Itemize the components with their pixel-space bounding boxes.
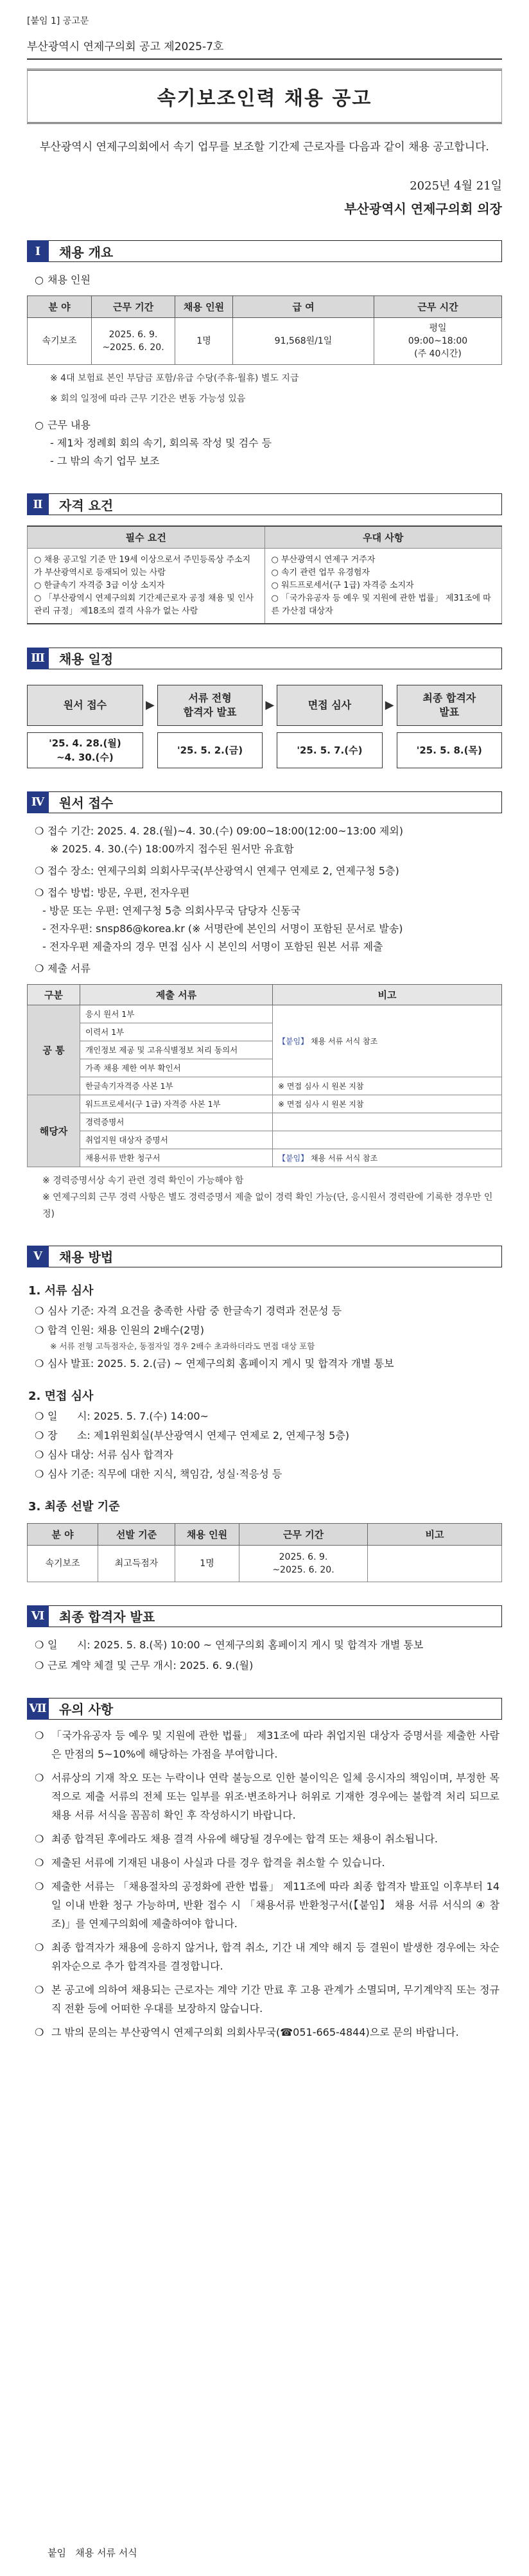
documents-table: [27, 984, 502, 1167]
bullet-icon: ❍: [35, 1357, 44, 1370]
bullet-method: ❍ 접수 방법: 방문, 우편, 전자우편: [27, 884, 502, 902]
notice-number: 부산광역시 연제구의회 공고 제2025-7호: [27, 37, 502, 60]
schedule-step-label: 면접 심사: [277, 685, 382, 726]
bullet-icon: ❍: [35, 2025, 44, 2038]
note: ※ 서류 전형 고득점자순, 동점자일 경우 2배수 초과하더라도 면접 대상 포함: [50, 1341, 315, 1351]
attachment-tag: 【붙임】: [278, 1036, 309, 1046]
bullet-icon: ❍: [35, 1856, 44, 1869]
list-item: ○ 「부산광역시 연제구의회 기간제근로자 공정 채용 및 인사 관리 규정」 제18조의 결격 사유가 없는 사람: [34, 592, 258, 618]
table-row: [28, 1095, 502, 1113]
table-cell: 한글속기자격증 사본 1부: [80, 1077, 273, 1095]
schedule-step-label: 원서 접수: [27, 685, 143, 726]
section-announcement-header: [27, 1605, 502, 1627]
section-number: Ⅲ: [27, 648, 49, 669]
section-title: 자격 요건: [59, 497, 114, 513]
bullet-icon: ❍: [35, 962, 44, 975]
schedule-step-label: 최종 합격자 발표: [397, 685, 502, 726]
notice-date: 2025년 4월 21일: [410, 179, 502, 193]
section-number: Ⅴ: [27, 1246, 49, 1267]
table-header: 비고: [273, 984, 502, 1005]
list-item: ❍ 제출된 서류에 기재된 내용이 사실과 다를 경우 합격을 취소할 수 있습니다.: [35, 1853, 499, 1872]
required-list-cell: [28, 548, 265, 624]
table-cell: 속기보조: [28, 318, 92, 365]
section-number: Ⅶ: [27, 1698, 49, 1720]
section-number: Ⅱ: [27, 493, 49, 515]
final-selection-table: [27, 1523, 502, 1582]
bullet-item: ❍ 심사 기준: 자격 요건을 충족한 사람 중 한글속기 경력과 전문성 등: [27, 1302, 502, 1320]
bullet-item: ❍ 심사 기준: 직무에 대한 지식, 책임감, 성실·적응성 등: [27, 1465, 502, 1483]
schedule-flow: [27, 685, 502, 768]
note: ※ 회의 일정에 따라 근무 기간은 변동 가능성 있음: [50, 394, 246, 404]
table-header: 선발 기준: [98, 1523, 175, 1545]
bullet-icon: ❍: [35, 1638, 44, 1651]
table-cell: 채용서류 반환 청구서: [80, 1149, 273, 1167]
table-cell: 최고득점자: [98, 1545, 175, 1582]
bullet-icon: ❍: [35, 1729, 44, 1742]
table-header: 채용 인원: [175, 1523, 239, 1545]
section-number: Ⅰ: [27, 240, 49, 262]
section-title: 유의 사항: [59, 1702, 114, 1717]
remark-cell: ※ 면접 심사 시 원본 지참: [273, 1095, 502, 1113]
sub-item: - 전자우편: snsp86@korea.kr (※ 서명란에 본인의 서명이 포함된 문서로 발송): [42, 922, 403, 935]
page-title: 속기보조인력 채용 공고: [27, 69, 502, 124]
table-header: 비고: [368, 1523, 502, 1545]
note: ※ 4대 보험료 본인 부담금 포함/유급 수당(주휴·월휴) 별도 지급: [50, 373, 299, 384]
table-row: [28, 548, 502, 624]
circle-bullet-icon: ○: [35, 274, 44, 286]
bullet-icon: ❍: [35, 864, 44, 877]
table-header: 구분: [28, 984, 80, 1005]
bullet-item: ❍ 장 소: 제1위원회실(부산광역시 연제구 연제로 2, 연제구청 5층): [27, 1427, 502, 1445]
table-cell: 개인정보 제공 및 고유식별정보 처리 동의서: [80, 1041, 273, 1059]
bullet-item: ❍ 일 시: 2025. 5. 8.(목) 10:00 ~ 연제구의회 홈페이지 게시 및 합격자 개별 통보: [27, 1636, 502, 1654]
bullet-recruit-count: ○ 채용 인원: [27, 271, 502, 289]
remark-cell: 【붙임】 채용 서류 서식 참조: [273, 1149, 502, 1167]
bullet-icon: ❍: [35, 1467, 44, 1480]
table-cell: 응시 원서 1부: [80, 1005, 273, 1023]
list-item: ❍ 최종 합격자가 채용에 응하지 않거나, 합격 취소, 기간 내 계약 해지 등 결원이 발생한 경우에는 차순위자순으로 추가 합격자를 결정합니다.: [35, 1938, 499, 1975]
bullet-item: ❍ 심사 발표: 2025. 5. 2.(금) ~ 연제구의회 홈페이지 게시 및 합격자 개별 통보: [27, 1355, 502, 1373]
table-row: [28, 318, 502, 365]
intro-text: 부산광역시 연제구의회에서 속기 업무를 보조할 기간제 근로자를 다음과 같이 채용 공고합니다.: [40, 141, 489, 154]
section-schedule-header: [27, 648, 502, 669]
table-header: 제출 서류: [80, 984, 273, 1005]
list-item: ○ 부산광역시 연제구 거주자: [272, 554, 496, 567]
list-item: ❍ 본 공고에 의하여 채용되는 근로자는 계약 기간 만료 후 고용 관계가 소멸되며, 무기계약직 또는 정규직 전환 등에 어떠한 우대를 보장하지 않습니다.: [35, 1981, 499, 2018]
table-cell: 경력증명서: [80, 1113, 273, 1131]
table-row: [28, 1149, 502, 1167]
bullet-item: ❍ 일 시: 2025. 5. 7.(수) 14:00~: [27, 1407, 502, 1425]
bullet-place: ❍ 접수 장소: 연제구의회 의회사무국(부산광역시 연제구 연제로 2, 연제구청 5층): [27, 862, 502, 880]
table-header: 분 야: [28, 1523, 98, 1545]
remark-cell: 【붙임】 채용 서류 서식 참조: [273, 1005, 502, 1077]
sub-item: - 그 밖의 속기 업무 보조: [50, 455, 160, 467]
section-application-header: [27, 791, 502, 813]
table-row: [28, 1545, 502, 1582]
note: ※ 2025. 4. 30.(수) 18:00까지 접수된 원서만 유효함: [50, 842, 294, 855]
sub-item: - 전자우편 제출자의 경우 면접 심사 시 본인의 서명이 포함된 원본 서류 제출: [42, 940, 383, 953]
schedule-step-date: '25. 5. 2.(금): [157, 732, 263, 768]
table-row: [28, 1113, 502, 1131]
table-row: [28, 1077, 502, 1095]
bullet-icon: ❍: [35, 1832, 44, 1845]
list-item: ❍ 그 밖의 문의는 부산광역시 연제구의회 의회사무국(☎051-665-4844)으로 문의 바랍니다.: [35, 2023, 499, 2042]
table-row: [28, 1131, 502, 1149]
schedule-step-label: 서류 전형 합격자 발표: [157, 685, 263, 726]
bullet-icon: ❍: [35, 824, 44, 837]
table-header: 급 여: [233, 296, 374, 318]
subsection-title: 1. 서류 심사: [28, 1284, 94, 1298]
list-item: ❍ 「국가유공자 등 예우 및 지원에 관한 법률」 제31조에 따라 취업지원 대상자 증명서를 제출한 사람은 만점의 5~10%에 해당하는 가점을 부여합니다.: [35, 1726, 499, 1763]
bullet-icon: ❍: [35, 1659, 44, 1672]
table-cell: 이력서 1부: [80, 1023, 273, 1041]
qualification-table: [27, 525, 502, 624]
list-item: ○ 속기 관련 업무 유경험자: [272, 567, 496, 579]
attachment-tag: [붙임 1] 공고문: [27, 16, 89, 26]
table-cell: 취업지원 대상자 증명서: [80, 1131, 273, 1149]
list-item: ○ 「국가유공자 등 예우 및 지원에 관한 법률」 제31조에 따른 가산점 대상자: [272, 592, 496, 618]
caution-list: [27, 1726, 502, 2042]
overview-table: [27, 296, 502, 365]
bullet-icon: ❍: [35, 1448, 44, 1461]
list-item: ❍ 제출한 서류는 「채용절차의 공정화에 관한 법률」 제11조에 따라 최종 합격자 발표일 이후부터 14일 이내 반환 청구 가능하며, 반환 접수 시 「채용서류 반환청구서(【붙임】 채용 서류 서식의 ④ 참조)」를 연제구의회에 제출하여야 합니다.: [35, 1877, 499, 1933]
bullet-icon: ❍: [35, 1304, 44, 1317]
section-title: 채용 방법: [59, 1249, 114, 1265]
attachment-footer: 붙임 채용 서류 서식: [48, 2547, 137, 2559]
bullet-documents: ❍ 제출 서류: [27, 960, 502, 978]
list-item: ○ 한글속기 자격증 3급 이상 소지자: [34, 579, 258, 592]
schedule-step-date: '25. 4. 28.(월) ~4. 30.(수): [27, 732, 143, 768]
arrow-right-icon: ▶: [145, 698, 155, 712]
schedule-step-date: '25. 5. 7.(수): [277, 732, 382, 768]
section-qualification-header: [27, 493, 502, 515]
table-header: 근무 기간: [239, 1523, 368, 1545]
table-cell: 2025. 6. 9. ~2025. 6. 20.: [92, 318, 175, 365]
arrow-right-icon: ▶: [385, 698, 394, 712]
section-title: 최종 합격자 발표: [59, 1609, 155, 1625]
table-header: 근무 기간: [92, 296, 175, 318]
section-caution-header: [27, 1698, 502, 1720]
section-method-header: [27, 1246, 502, 1267]
bullet-icon: ❍: [35, 1409, 44, 1422]
section-title: 원서 접수: [59, 795, 114, 811]
section-number: Ⅳ: [27, 791, 49, 813]
preferred-list-cell: [264, 548, 502, 624]
table-cell: 워드프로세서(구 1급) 자격증 사본 1부: [80, 1095, 273, 1113]
bullet-item: ❍ 합격 인원: 채용 인원의 2배수(2명): [27, 1321, 502, 1339]
table-cell: [368, 1545, 502, 1582]
bullet-item: ❍ 심사 대상: 서류 심사 합격자: [27, 1446, 502, 1464]
bullet-icon: ❍: [35, 1323, 44, 1336]
table-cell: 속기보조: [28, 1545, 98, 1582]
table-row: [28, 1005, 502, 1023]
issuer: 부산광역시 연제구의회 의장: [344, 201, 502, 216]
table-cell: 평일 09:00~18:00 (주 40시간): [374, 318, 502, 365]
list-item: ❍ 최종 합격된 후에라도 채용 결격 사유에 해당될 경우에는 합격 또는 채용이 취소됩니다.: [35, 1830, 499, 1848]
remark-cell: ※ 면접 심사 시 원본 지참: [273, 1077, 502, 1095]
section-title: 채용 일정: [59, 651, 114, 667]
bullet-duties: ○ 근무 내용: [27, 416, 502, 434]
bullet-period: ❍ 접수 기간: 2025. 4. 28.(월)~4. 30.(수) 09:00~18:00(12:00~13:00 제외): [27, 822, 502, 840]
list-item: ○ 워드프로세서(구 1급) 자격증 소지자: [272, 579, 496, 592]
bullet-icon: ❍: [35, 1983, 44, 1996]
bullet-icon: ❍: [35, 1771, 44, 1784]
category-applicable: 해당자: [28, 1095, 80, 1167]
table-header: 채용 인원: [175, 296, 233, 318]
circle-bullet-icon: ○: [35, 419, 44, 431]
table-cell: 2025. 6. 9. ~2025. 6. 20.: [239, 1545, 368, 1582]
table-header: 근무 시간: [374, 296, 502, 318]
bullet-icon: ❍: [35, 886, 44, 899]
table-header: 분 야: [28, 296, 92, 318]
table-header: 우대 사항: [264, 526, 502, 548]
subsection-title: 3. 최종 선발 기준: [28, 1499, 120, 1513]
table-header: 필수 요건: [28, 526, 265, 548]
note: ※ 경력증명서상 속기 관련 경력 확인이 가능해야 함: [42, 1175, 244, 1186]
list-item: ❍ 서류상의 기재 착오 또는 누락이나 연락 불능으로 인한 불이익은 일체 응시자의 책임이며, 부정한 목적으로 제출 서류의 전체 또는 일부를 위조·변조하거나 허위로 기재한 경우에는 불합격 처리 되므로 채용 서류 서식을 꼼꼼히 확인 후 작성하시기 바랍니다.: [35, 1769, 499, 1824]
sub-item: - 방문 또는 우편: 연제구청 5층 의회사무국 담당자 신동국: [42, 904, 301, 917]
bullet-item: ❍ 근로 계약 체결 및 근무 개시: 2025. 6. 9.(월): [27, 1657, 502, 1675]
category-common: 공 통: [28, 1005, 80, 1095]
bullet-icon: ❍: [35, 1941, 44, 1954]
table-cell: 1명: [175, 318, 233, 365]
subsection-title: 2. 면접 심사: [28, 1389, 94, 1403]
table-cell: 91,568원/1일: [233, 318, 374, 365]
section-title: 채용 개요: [59, 244, 114, 260]
table-cell: 가족 채용 제한 여부 확인서: [80, 1059, 273, 1077]
arrow-right-icon: ▶: [265, 698, 275, 712]
note: ※ 연제구의회 근무 경력 사항은 별도 경력증명서 제출 없이 경력 확인 가능(단, 응시원서 경력란에 기록한 경우만 인정): [42, 1192, 493, 1219]
bullet-icon: ❍: [35, 1880, 44, 1892]
section-number: Ⅵ: [27, 1605, 49, 1627]
bullet-icon: ❍: [35, 1429, 44, 1442]
schedule-step-date: '25. 5. 8.(목): [397, 732, 502, 768]
sub-item: - 제1차 정례회 회의 속기, 회의록 작성 및 검수 등: [50, 437, 272, 449]
list-item: ○ 채용 공고일 기준 만 19세 이상으로서 주민등록상 주소지가 부산광역시로 등재되어 있는 사람: [34, 554, 258, 579]
section-overview-header: [27, 240, 502, 262]
table-cell: 1명: [175, 1545, 239, 1582]
